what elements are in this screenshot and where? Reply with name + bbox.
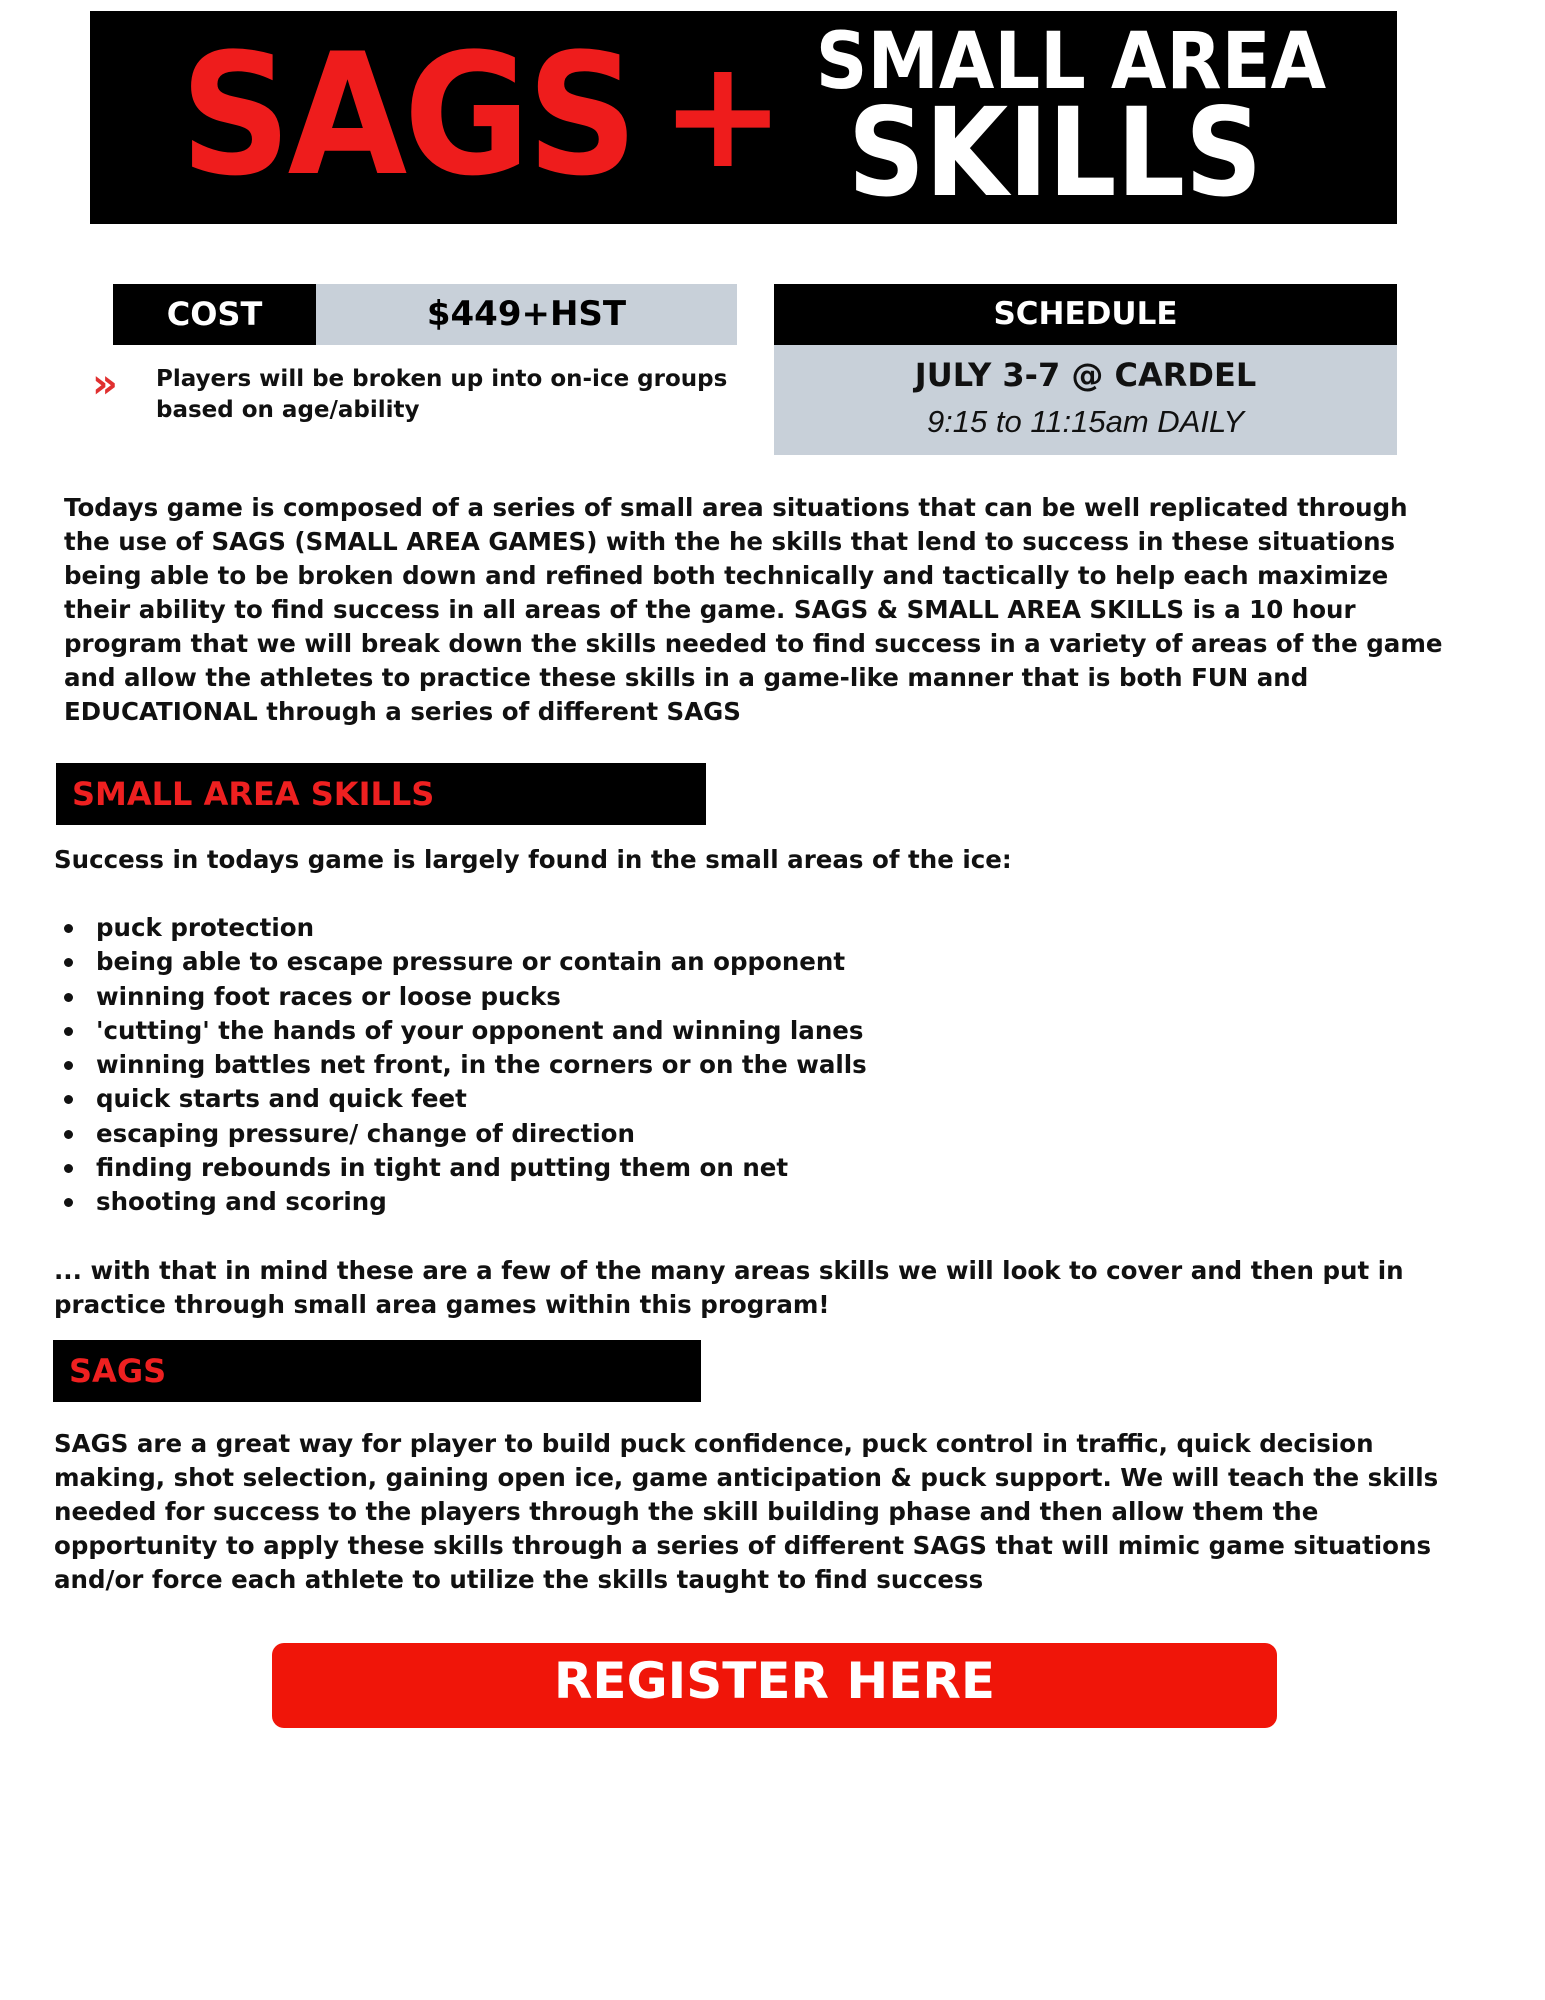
sags-section-header: [53, 1340, 701, 1402]
skills-list: [54, 911, 1196, 1220]
plus-sign: +: [660, 28, 786, 202]
skills-lead: Success in todays game is largely found in the small areas of the ice:: [54, 845, 1012, 874]
cost-label: COST: [113, 284, 316, 345]
list-item: quick starts and quick feet: [96, 1082, 1196, 1116]
intro-paragraph: Todays game is composed of a series of small area situations that can be well replicated through the use of SAGS (SMALL AREA GAMES) with the he skills that lend to success in these situations being able to be broken down and refined both technically and tactically to help each maximize their ability to find success in all areas of the game. SAGS & SMALL AREA SKILLS is a 10 hour program that we will break down the skills needed to find success in a variety of areas of the game and allow the athletes to practice these skills in a game-like manner that is both FUN and EDUCATIONAL through a series of different SAGS: [64, 493, 1443, 726]
sags-title: SAGS: [180, 17, 635, 213]
skills-title: SKILLS: [847, 82, 1263, 224]
list-item: puck protection: [96, 911, 1196, 945]
groups-note: Players will be broken up into on-ice groups based on age/ability: [156, 366, 728, 423]
section-title: SAGS: [69, 1352, 167, 1390]
double-chevron-right-icon: »: [92, 361, 118, 407]
list-item: shooting and scoring: [96, 1185, 1196, 1219]
cost-value: $449+HST: [316, 284, 737, 345]
list-item: winning foot races or loose pucks: [96, 980, 1196, 1014]
list-item: winning battles net front, in the corners or on the walls: [96, 1048, 1196, 1082]
list-item: finding rebounds in tight and putting them on net: [96, 1151, 1196, 1185]
schedule-label: SCHEDULE: [774, 284, 1397, 345]
skills-closing: ... with that in mind these are a few of the many areas skills we will look to cover and then put in practice through small area games within this program!: [54, 1256, 1404, 1319]
schedule-time: 9:15 to 11:15am DAILY: [926, 404, 1245, 439]
sags-paragraph: SAGS are a great way for player to build puck confidence, puck control in traffic, quick decision making, shot selection, gaining open ice, game anticipation & puck support. We will teach the skills needed for success to the players through the skill building phase and then allow them the opportunity to apply these skills through a series of different SAGS that will mimic game situations and/or force each athlete to utilize the skills taught to find success: [54, 1429, 1439, 1594]
list-item: 'cutting' the hands of your opponent and winning lanes: [96, 1014, 1196, 1048]
register-button[interactable]: REGISTER HERE: [272, 1643, 1277, 1728]
section-title: SMALL AREA SKILLS: [72, 775, 435, 813]
list-item: escaping pressure/ change of direction: [96, 1117, 1196, 1151]
small-area-skills-header: [56, 763, 706, 825]
small-area-title: SMALL AREA: [815, 17, 1327, 107]
list-item: being able to escape pressure or contain an opponent: [96, 945, 1196, 979]
schedule-date: JULY 3-7 @ CARDEL: [914, 356, 1257, 394]
